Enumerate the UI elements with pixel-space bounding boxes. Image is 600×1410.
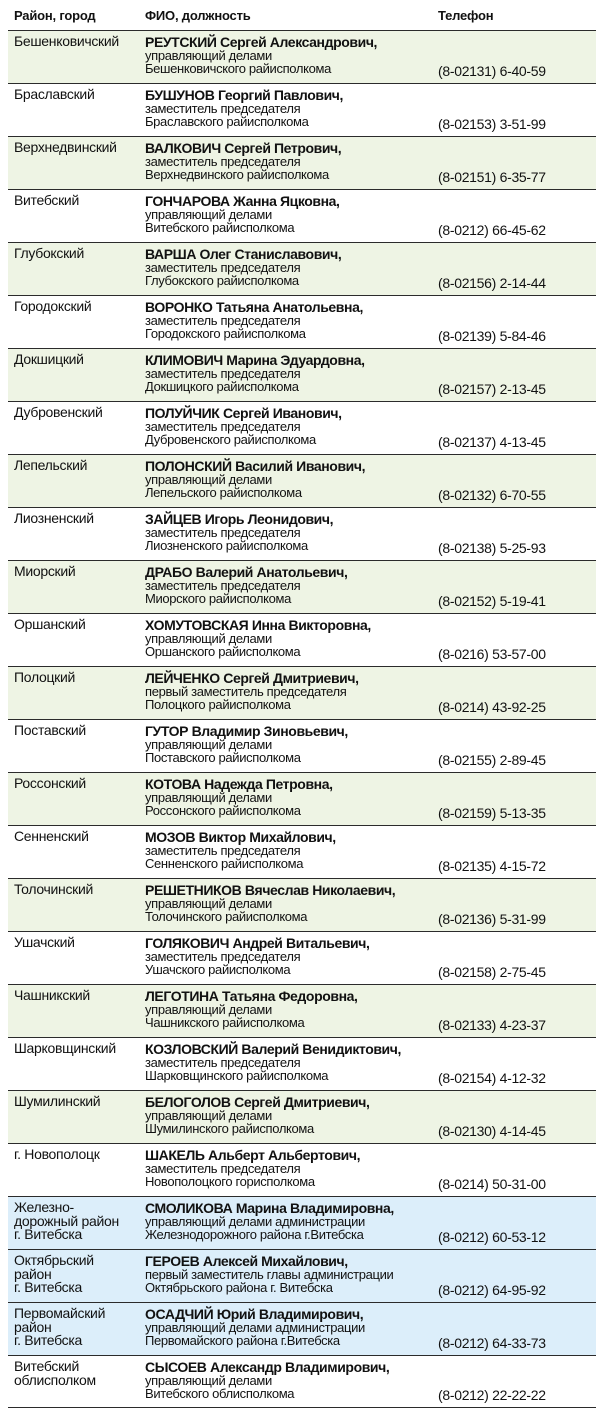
person-surname: ХОМУТОВСКАЯ — [145, 617, 249, 633]
phone-cell: (8-02138) 5-25-93 — [438, 540, 546, 556]
person-cell — [145, 617, 455, 658]
person-given-name: Юрий Владимирович, — [213, 1306, 364, 1322]
phone-cell: (8-0214) 43-92-25 — [438, 699, 546, 715]
person-cell — [145, 723, 455, 764]
person-cell — [145, 670, 455, 711]
person-surname: ДРАБО — [145, 564, 193, 580]
person-cell — [145, 1253, 455, 1294]
position-line-1: управляющий делами администрации — [145, 1320, 365, 1335]
person-given-name: Инна Викторовна, — [248, 617, 371, 633]
person-cell — [145, 1094, 455, 1135]
district-cell: Дубровенский — [14, 404, 103, 420]
position-line-1: заместитель председателя — [145, 313, 301, 328]
position-line-2: Шарковщинского райисполкома — [145, 1067, 329, 1083]
person-surname: ВОРОНКО — [145, 299, 213, 315]
phone-cell: (8-02135) 4-15-72 — [438, 858, 546, 874]
position-line-1: управляющий делами — [145, 1108, 272, 1123]
position-line-1: заместитель председателя — [145, 1161, 301, 1176]
person-given-name: Виктор Михайлович, — [195, 829, 336, 845]
table-row — [8, 1090, 596, 1143]
person-given-name: Сергей Дмитриевич, — [219, 670, 359, 686]
table-row — [8, 560, 596, 613]
table-row — [8, 507, 596, 560]
person-cell — [145, 87, 455, 128]
person-surname: КОТОВА — [145, 776, 201, 792]
person-given-name: Сергей Дмитриевич, — [230, 1094, 370, 1110]
person-surname: ВАРША — [145, 246, 197, 262]
person-surname: ГОНЧАРОВА — [145, 193, 230, 209]
person-cell — [145, 34, 455, 75]
phone-cell: (8-0212) 64-33-73 — [438, 1335, 546, 1351]
person-given-name: Марина Эдуардовна, — [222, 352, 365, 368]
position-line-2: Браславского райисполкома — [145, 113, 309, 129]
person-given-name: Жанна Яцковна, — [229, 193, 340, 209]
position-line-1: управляющий делами администрации — [145, 1214, 365, 1229]
person-given-name: Марина Владимировна, — [232, 1200, 394, 1216]
district-cell: Миорский — [14, 563, 76, 579]
header-phone: Телефон — [438, 8, 494, 23]
district-cell: Верхнедвинский — [14, 139, 117, 155]
person-given-name: Алексей Михайлович, — [199, 1253, 348, 1269]
person-surname: ГЕРОЕВ — [145, 1253, 200, 1269]
phone-cell: (8-0212) 64-95-92 — [438, 1282, 546, 1298]
person-cell — [145, 193, 455, 234]
position-line-1: управляющий делами — [145, 631, 272, 646]
district-cell: Россонский — [14, 775, 86, 791]
position-line-1: заместитель председателя — [145, 578, 301, 593]
table-row — [8, 719, 596, 772]
person-surname: ГОЛЯКОВИЧ — [145, 935, 230, 951]
person-cell — [145, 882, 455, 923]
phone-cell: (8-02153) 3-51-99 — [438, 116, 546, 132]
district-cell: Шумилинский — [14, 1093, 101, 1109]
table-row — [8, 931, 596, 984]
person-surname: БЕЛОГОЛОВ — [145, 1094, 231, 1110]
person-given-name: Владимир Зиновьевич, — [188, 723, 348, 739]
position-line-2: Первомайского района г.Витебска — [145, 1332, 340, 1348]
position-line-1: заместитель председателя — [145, 843, 301, 858]
table-row — [8, 242, 596, 295]
person-given-name: Татьяна Анатольевна, — [212, 299, 363, 315]
district-cell: Первомайский район г. Витебска — [14, 1305, 106, 1348]
position-line-2: Витебского облисполкома — [145, 1385, 295, 1401]
table-row — [8, 666, 596, 719]
person-surname: РЕУТСКИЙ — [145, 34, 217, 50]
phone-cell: (8-0212) 22-22-22 — [438, 1387, 546, 1403]
district-cell: Лепельский — [14, 457, 88, 473]
position-line-2: Миорского райисполкома — [145, 590, 291, 606]
phone-cell: (8-02139) 5-84-46 — [438, 328, 546, 344]
position-line-2: Октябрьского района г. Витебска — [145, 1279, 333, 1295]
person-cell — [145, 1147, 455, 1188]
person-cell — [145, 776, 455, 817]
header-district: Район, город — [14, 8, 96, 23]
person-surname: ОСАДЧИЙ — [145, 1306, 214, 1322]
table-row — [8, 1249, 596, 1302]
person-given-name: Надежда Петровна, — [200, 776, 333, 792]
table-row — [8, 136, 596, 189]
person-given-name: Сергей Иванович, — [219, 405, 342, 421]
table-row — [8, 83, 596, 136]
person-cell — [145, 511, 455, 552]
position-line-2: Бешенковичского райисполкома — [145, 60, 331, 76]
position-line-1: управляющий делами — [145, 790, 272, 805]
position-line-2: Глубокского райисполкома — [145, 272, 299, 288]
person-cell — [145, 564, 455, 605]
position-line-2: Витебского райисполкома — [145, 219, 295, 235]
person-cell — [145, 140, 455, 181]
table-row — [8, 772, 596, 825]
position-line-2: Верхнедвинского райисполкома — [145, 166, 329, 182]
position-line-2: Шумилинского райисполкома — [145, 1120, 314, 1136]
table-row — [8, 878, 596, 931]
person-given-name: Андрей Витальевич, — [229, 935, 370, 951]
position-line-1: управляющий делами — [145, 896, 272, 911]
position-line-1: управляющий делами — [145, 737, 272, 752]
person-surname: КЛИМОВИЧ — [145, 352, 223, 368]
person-given-name: Василий Иванович, — [231, 458, 366, 474]
district-cell: Железно- дорожный район г. Витебска — [14, 1199, 119, 1242]
district-cell: Поставский — [14, 722, 86, 738]
district-cell: Полоцкий — [14, 669, 76, 685]
position-line-1: управляющий делами — [145, 1002, 272, 1017]
position-line-1: заместитель председателя — [145, 154, 301, 169]
person-cell — [145, 988, 455, 1029]
position-line-1: первый заместитель председателя — [145, 684, 347, 699]
position-line-2: Чашникского райисполкома — [145, 1014, 305, 1030]
person-cell — [145, 829, 455, 870]
position-line-2: Россонского райисполкома — [145, 802, 301, 818]
position-line-2: Лиозненского райисполкома — [145, 537, 308, 553]
phone-cell: (8-0214) 50-31-00 — [438, 1176, 546, 1192]
position-line-2: Ушачского райисполкома — [145, 961, 291, 977]
position-line-1: заместитель председателя — [145, 525, 301, 540]
phone-cell: (8-02158) 2-75-45 — [438, 964, 546, 980]
person-surname: ЛЕГОТИНА — [145, 988, 219, 1004]
district-cell: Городокский — [14, 298, 92, 314]
table-row — [8, 348, 596, 401]
position-line-1: заместитель председателя — [145, 260, 301, 275]
person-given-name: Александр Владимирович, — [206, 1359, 390, 1375]
district-cell: Октябрьский район г. Витебска — [14, 1252, 94, 1295]
person-cell — [145, 246, 455, 287]
phone-cell: (8-02133) 4-23-37 — [438, 1017, 546, 1033]
phone-cell: (8-02155) 2-89-45 — [438, 752, 546, 768]
phone-cell: (8-0212) 66-45-62 — [438, 222, 546, 238]
person-given-name: Вячеслав Николаевич, — [241, 882, 396, 898]
person-cell — [145, 458, 455, 499]
phone-cell: (8-0212) 60-53-12 — [438, 1229, 546, 1245]
district-cell: Глубокский — [14, 245, 84, 261]
position-line-1: заместитель председателя — [145, 949, 301, 964]
phone-cell: (8-02154) 4-12-32 — [438, 1070, 546, 1086]
position-line-2: Лепельского райисполкома — [145, 484, 302, 500]
phone-cell: (8-02159) 5-13-35 — [438, 805, 546, 821]
person-given-name: Сергей Петрович, — [220, 140, 342, 156]
phone-cell: (8-02156) 2-14-44 — [438, 275, 546, 291]
person-surname: ВАЛКОВИЧ — [145, 140, 221, 156]
position-line-1: управляющий делами — [145, 48, 272, 63]
position-line-1: заместитель председателя — [145, 101, 301, 116]
person-cell — [145, 405, 455, 446]
phone-cell: (8-02130) 4-14-45 — [438, 1123, 546, 1139]
person-cell — [145, 1306, 455, 1347]
table-row — [8, 1355, 596, 1408]
district-cell: Сенненский — [14, 828, 89, 844]
position-line-2: Городокского райисполкома — [145, 325, 306, 341]
position-line-2: Новополоцкого горисполкома — [145, 1173, 315, 1189]
person-given-name: Олег Станиславович, — [196, 246, 342, 262]
person-cell — [145, 1359, 455, 1400]
position-line-1: заместитель председателя — [145, 366, 301, 381]
position-line-1: управляющий делами — [145, 207, 272, 222]
district-cell: Браславский — [14, 86, 95, 102]
person-given-name: Валерий Анатольевич, — [192, 564, 348, 580]
table-row — [8, 189, 596, 242]
phone-cell: (8-02136) 5-31-99 — [438, 911, 546, 927]
position-line-2: Сенненского райисполкома — [145, 855, 304, 871]
person-surname: СМОЛИКОВА — [145, 1200, 233, 1216]
person-given-name: Валерий Венидиктович, — [237, 1041, 401, 1057]
person-cell — [145, 1041, 455, 1082]
district-cell: Ушачский — [14, 934, 75, 950]
district-cell: Чашникский — [14, 987, 90, 1003]
person-surname: ШАКЕЛЬ — [145, 1147, 205, 1163]
table-row — [8, 613, 596, 666]
position-line-1: заместитель председателя — [145, 419, 301, 434]
person-given-name: Сергей Александрович, — [216, 34, 378, 50]
position-line-2: Толочинского райисполкома — [145, 908, 308, 924]
person-surname: РЕШЕТНИКОВ — [145, 882, 242, 898]
position-line-2: Дубровенского райисполкома — [145, 431, 316, 447]
position-line-2: Поставского райисполкома — [145, 749, 301, 765]
person-surname: ПОЛОНСКИЙ — [145, 458, 232, 474]
person-surname: БУШУНОВ — [145, 87, 215, 103]
person-given-name: Георгий Павлович, — [214, 87, 344, 103]
header-person: ФИО, должность — [145, 8, 251, 23]
person-given-name: Игорь Леонидович, — [201, 511, 334, 527]
person-cell — [145, 352, 455, 393]
phone-cell: (8-02152) 5-19-41 — [438, 593, 546, 609]
table-row — [8, 1196, 596, 1249]
phone-cell: (8-02157) 2-13-45 — [438, 381, 546, 397]
person-surname: МОЗОВ — [145, 829, 196, 845]
position-line-1: первый заместитель главы администрации — [145, 1267, 394, 1282]
person-surname: ЗАЙЦЕВ — [145, 511, 202, 527]
table-row — [8, 1143, 596, 1196]
district-cell: г. Новополоцк — [14, 1146, 100, 1162]
phone-cell: (8-02132) 6-70-55 — [438, 487, 546, 503]
person-surname: ПОЛУЙЧИК — [145, 405, 220, 421]
district-cell: Бешенковичский — [14, 33, 119, 49]
district-cell: Лиозненский — [14, 510, 94, 526]
person-surname: ЛЕЙЧЕНКО — [145, 670, 220, 686]
position-line-1: управляющий делами — [145, 472, 272, 487]
table-row — [8, 30, 596, 83]
phone-cell: (8-02137) 4-13-45 — [438, 434, 546, 450]
table-row — [8, 454, 596, 507]
person-surname: ГУТОР — [145, 723, 189, 739]
person-surname: СЫСОЕВ — [145, 1359, 207, 1375]
person-cell — [145, 935, 455, 976]
table-row — [8, 1037, 596, 1090]
position-line-2: Оршанского райисполкома — [145, 643, 301, 659]
table-row — [8, 984, 596, 1037]
position-line-2: Железнодорожного района г.Витебска — [145, 1226, 364, 1242]
person-cell — [145, 299, 455, 340]
district-cell: Витебский — [14, 192, 79, 208]
table-row — [8, 825, 596, 878]
person-cell — [145, 1200, 455, 1241]
person-given-name: Альберт Альбертович, — [204, 1147, 361, 1163]
position-line-1: заместитель председателя — [145, 1055, 301, 1070]
table-row — [8, 295, 596, 348]
district-cell: Шарковщинский — [14, 1040, 116, 1056]
district-cell: Оршанский — [14, 616, 86, 632]
district-cell: Толочинский — [14, 881, 94, 897]
person-given-name: Татьяна Федоровна, — [218, 988, 358, 1004]
position-line-2: Докшицкого райисполкома — [145, 378, 299, 394]
table-header — [0, 0, 600, 28]
phone-cell: (8-02151) 6-35-77 — [438, 169, 546, 185]
phone-cell: (8-02131) 6-40-59 — [438, 63, 546, 79]
table-row — [8, 401, 596, 454]
district-cell: Докшицкий — [14, 351, 84, 367]
table-row — [8, 1302, 596, 1355]
position-line-2: Полоцкого райисполкома — [145, 696, 291, 712]
phone-cell: (8-0216) 53-57-00 — [438, 646, 546, 662]
district-cell: Витебский облисполком — [14, 1358, 96, 1388]
person-surname: КОЗЛОВСКИЙ — [145, 1041, 238, 1057]
position-line-1: управляющий делами — [145, 1373, 272, 1388]
